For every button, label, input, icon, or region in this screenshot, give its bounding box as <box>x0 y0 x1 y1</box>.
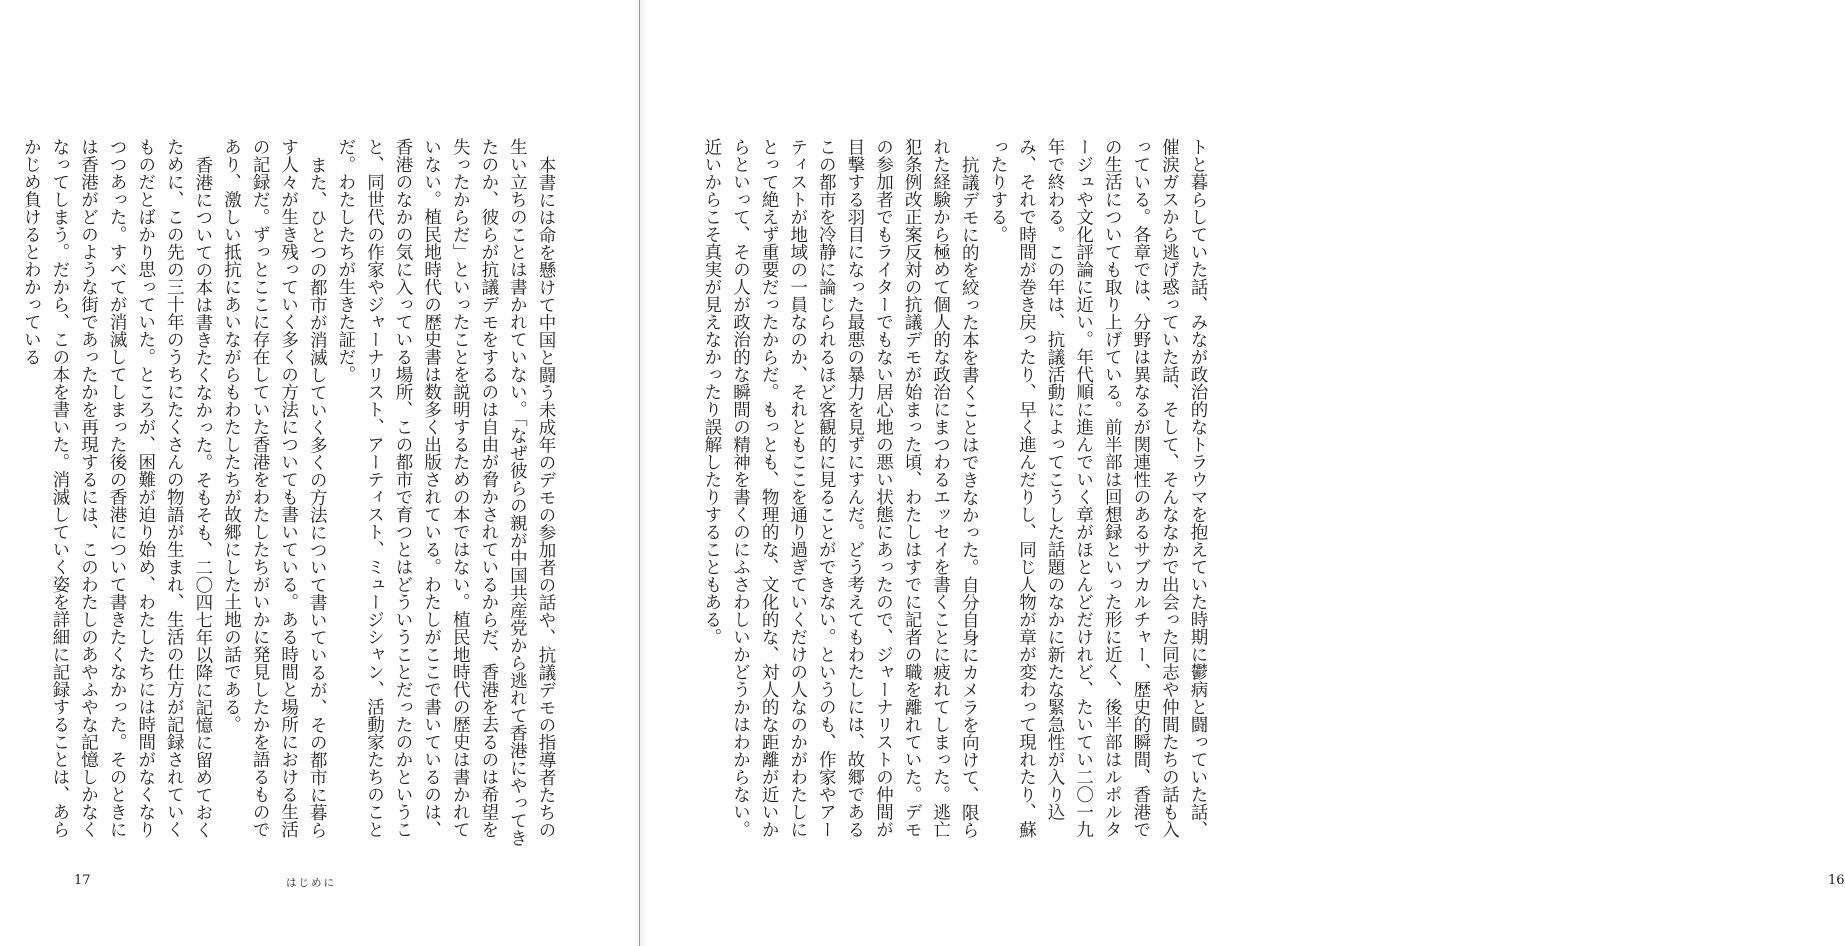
running-head: はじめに <box>286 877 336 889</box>
paragraph: また、ひとつの都市が消滅していく多くの方法について書いているが、その都市に暮らす人々が生き残っていく多くの方法についても書いている。ある時間と場所における生活の記録だ。ずっとここに存在していた香港をわたしたちがいかに発見したかを語るものであり、激しい抵抗にあいながらもわたしたちが故郷にした土地の話である。 <box>221 138 328 838</box>
page-gutter <box>639 0 640 946</box>
left-page-body <box>21 138 560 850</box>
page-number-left: 17 <box>74 873 91 888</box>
gutter-shadow <box>632 0 648 946</box>
paragraph: 香港についての本は書きたくなかった。そもそも、二〇四七年以降に記憶に留めておくために、この先の三十年のうちにたくさんの物語が生まれ、生活の仕方が記録されていくものだとばかり思っていた。ところが、困難が迫り始め、わたしたちには時間がなくなりつつあった。すべてが消滅してしまった後の香港について書きたくなかった。そのときには香港がどのような街であったかを再現するには、このわたしのあやふやな記憶しかなくなってしまう。だから、この本を書いた。消滅していく姿を詳細に記録することは、あらかじめ負けるとわかっている <box>21 138 213 838</box>
page-number-right: 16 <box>1828 873 1845 888</box>
paragraph: トと暮らしていた話、みなが政治的なトラウマを抱えていた時期に鬱病と闘っていた話、催涙ガスから逃げ惑っていた話、そして、そんななかで出会った同志や仲間たちの話も入っている。各章では、分野は異なるが関連性のあるサブカルチャー、歴史的瞬間、香港での生活についても取り上げている。前半部は回想録といった形に近く、後半部はルポルタージュや文化評論に近い。年代順に進んでいく章がほとんどだけれど、たいてい二〇一九年で終わる。この年は、抗議活動によってこうした話題のなかに新たな緊急性が入り込み、それで時間が巻き戻ったり、早く進んだりし、同じ人物が章が変わって現れたり、蘇ったりする。 <box>987 138 1208 838</box>
paragraph: 本書には命を懸けて中国と闘う未成年のデモの参加者の話や、抗議デモの指導者たちの生い立ちのことは書かれていない。「なぜ彼らの親が中国共産党から逃れて香港にやってきたのか、彼らが抗議デモをするのは自由が脅かされているからだ、香港を去るのは希望を失ったからだ」といったことを説明するための本ではない。植民地時代の歴史は書かれていない。植民地時代の歴史書は数多く出版されている。わたしがここで書いているのは、香港のなかの気に入っている場所、この都市で育つとはどういうことだったのかということ、同世代の作家やジャーナリスト、アーティスト、ミュージシャン、活動家たちのことだ。わたしたちが生きた証だ。 <box>335 138 556 847</box>
paragraph: 抗議デモに的を絞った本を書くことはできなかった。自分自身にカメラを向けて、限られた経験から極めて個人的な政治にまつわるエッセイを書くことに疲れてしまった。逃亡犯条例改正案反対の抗議デモが始まった頃、わたしはすでに記者の職を離れていた。デモの参加者でもライターでもない居心地の悪い状態にあったので、ジャーナリストの仲間が目撃する羽目になった最悪の暴力を見ずにすんだ。どう考えてもわたしには、故郷であるこの都市を冷静に論じられるほど客観的に見ることができない。というのも、作家やアーティストが地域の一員なのか、それともここを通り過ぎていくだけの人なのかがわたしにとって絶えず重要だったからだ。もっとも、物理的な、文化的な、対人的な距離が近いからといって、その人が政治的な瞬間の精神を書くのにふさわしいかどうかはわからない。近いからこそ真実が見えなかったり誤解したりすることもある。 <box>701 138 980 838</box>
left-page <box>0 0 640 946</box>
right-page-body <box>701 138 1212 850</box>
